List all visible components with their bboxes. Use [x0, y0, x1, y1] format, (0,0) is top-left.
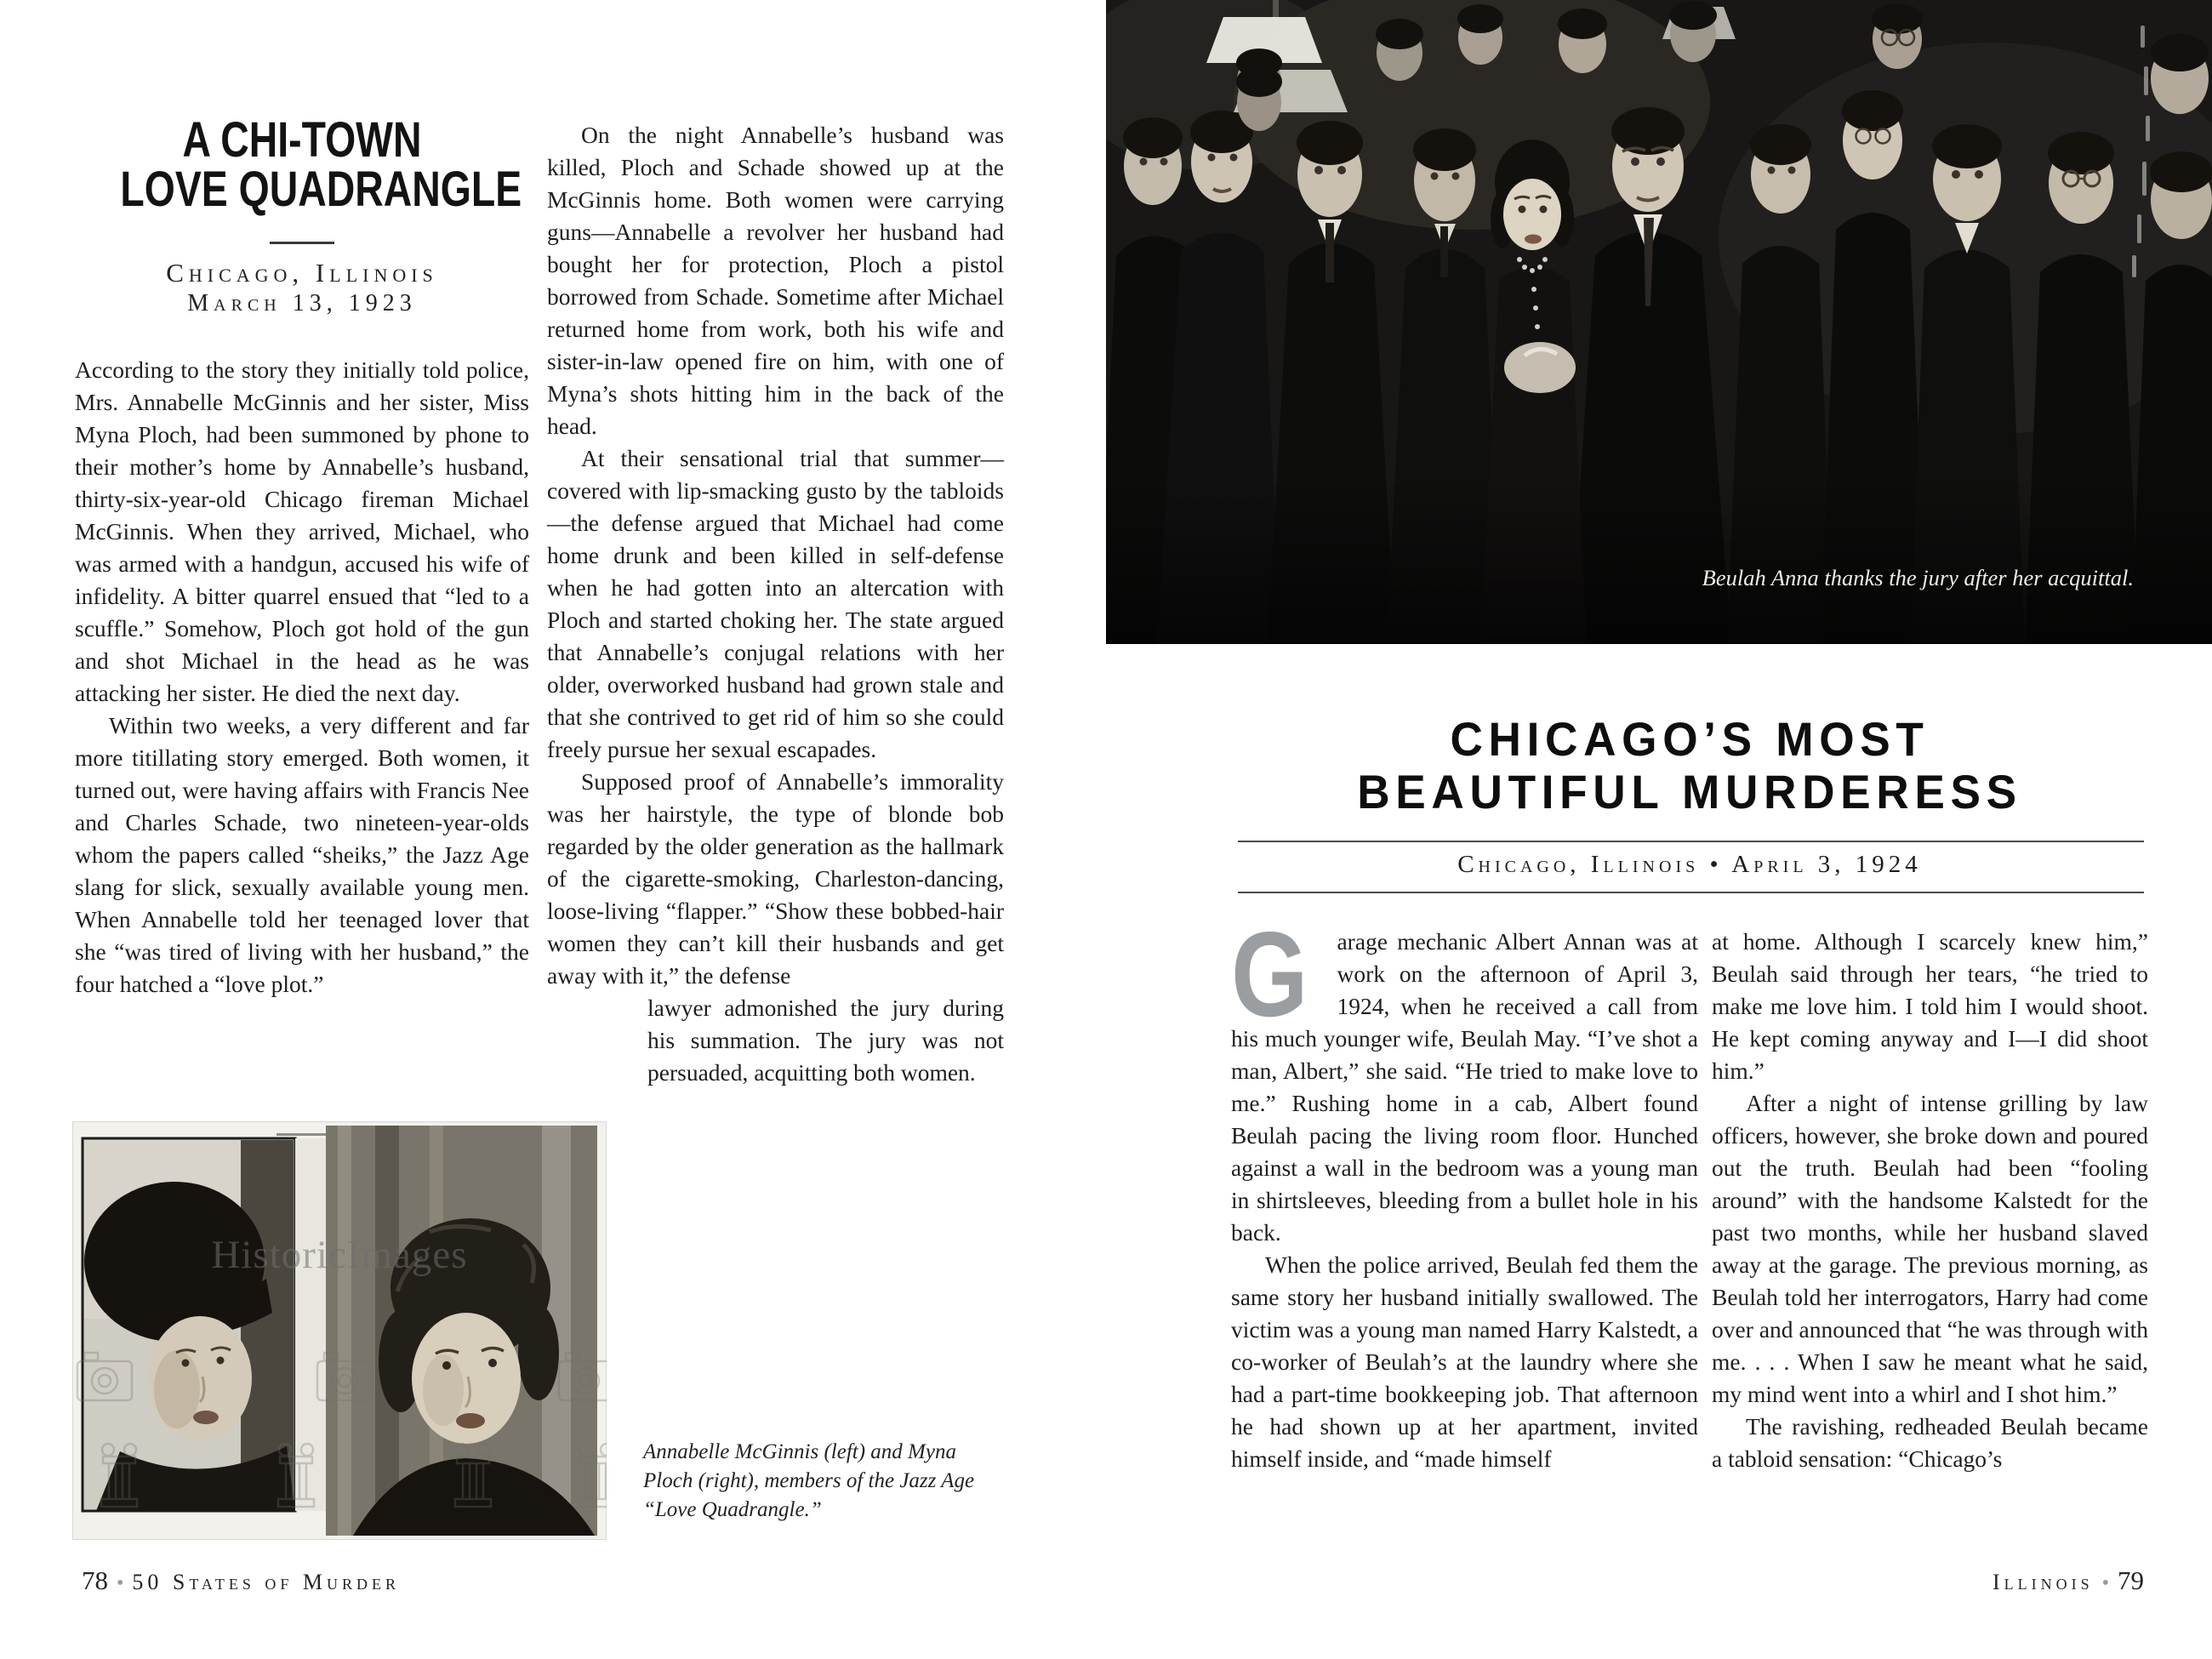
article-location: Chicago, Illinois: [166, 258, 438, 288]
footer-bullet: •: [2101, 1572, 2109, 1594]
mugshot-photo-illustration: [72, 1121, 607, 1540]
mugshot-photo: [72, 1121, 607, 1540]
mugshot-right-woman: [326, 1126, 597, 1536]
paragraph: After a night of intense grilling by law officers, however, she broke down and poured out the truth. Beulah had been “fooling around” with the handsome Kalstedt for the past two months, while her husband slaved away at the garage. The previous morning, as Beulah told her interrogators, Harry had come over and announced that “he was through with me. . . . When I saw he meant what he said, my mind went into a whirl and I shot him.”: [1712, 1090, 2148, 1407]
paragraph: On the night Annabelle’s husband was killed, Ploch and Schade showed up at the McGinnis home. Both women were carrying guns—Annabelle a revolver her husband had bought her for protection, Ploch a pistol borrowed from Schade. Sometime after Michael returned home from work, both his wife and sister-in-law opened fire on him, with one of Myna’s shots hitting him in the back of the head.: [547, 122, 1004, 439]
book-title: 50 States of Murder: [132, 1570, 401, 1594]
article-title-right: [1231, 713, 2148, 818]
page-number: 78: [82, 1565, 108, 1595]
right-page: [1106, 0, 2212, 1659]
paragraph: Within two weeks, a very different and far more titillating story emerged. Both women, it turned out, were having affairs with Francis Nee and Charles Schade, two nineteen-year-olds whom the papers called “sheiks,” the Jazz Age slang for slick, sexually available young men. When Annabelle told her teenaged lover that she “was tired of living with her husband,” the four hatched a “love plot.”: [75, 712, 529, 997]
right-running-footer: [1231, 1565, 2144, 1596]
article-title-line2: BEAUTIFUL MURDERESS: [1357, 765, 2022, 818]
article-date: March 13, 1923: [187, 290, 417, 316]
paragraph: According to the story they initially told police, Mrs. Annabelle McGinnis and her sister, Miss Myna Ploch, had been summoned by phone to their mother’s home by Annabelle’s husband, thirty-six-year-old Chicago fireman Michael McGinnis. When they arrived, Michael, who was armed with a handgun, accused his wife of infidelity. A bitter quarrel ensued that “led to a scuffle.” Somehow, Ploch got hold of the gun and shot Michael in the head as he was attacking her sister. He died the next day.: [75, 356, 529, 706]
page-number: 79: [2118, 1565, 2144, 1595]
article-title-line1: CHICAGO’S MOST: [1450, 712, 1930, 766]
courtroom-photo: [1106, 0, 2212, 644]
dropcap-letter: G: [1231, 907, 1308, 1042]
dateline-rule-top: [1238, 841, 2144, 842]
left-page-column-1: [75, 354, 529, 1001]
paragraph-wrapped-around-photo: lawyer admonished the jury during his summation. The jury was not persuaded, acquitting both women.: [647, 995, 1004, 1086]
paragraph: At their sensational trial that summer—covered with lip-smacking gusto by the tabloids—the defense argued that Michael had come home drunk and been killed in self-defense when he had gotten into an altercation with Ploch and started choking her. The state argued that Annabelle’s conjugal relations with her older, overworked husband had grown stale and that she contrived to get rid of him so she could freely pursue her sexual escapades.: [547, 445, 1004, 762]
article-title-left: [75, 112, 529, 217]
right-page-column-1: [1231, 907, 1698, 1475]
paragraph-with-dropcap: [1231, 907, 1698, 1249]
article-title-line1: A CHI-TOWN: [182, 112, 422, 168]
article-dateline: Chicago, Illinois • April 3, 1924: [1457, 851, 1922, 878]
article-title-line2: LOVE QUADRANGLE: [120, 162, 522, 217]
right-page-column-2: [1712, 926, 2148, 1475]
title-divider-rule: [270, 242, 334, 244]
photo-watermark: HistoricImages: [211, 1233, 468, 1277]
courtroom-photo-illustration: [1106, 0, 2212, 644]
left-running-footer: [82, 1565, 400, 1596]
mugshot-left-woman: [83, 1138, 295, 1511]
paragraph: When the police arrived, Beulah fed them the same story her husband initially swallowed. The victim was a young man named Harry Kalstedt, a co-worker of Beulah’s at the laundry where she had a part-time bookkeeping job. That afternoon he had shown up at her apartment, invited himself inside, and “made himself: [1231, 1251, 1698, 1472]
paragraph: Supposed proof of Annabelle’s immorality was her hairstyle, the type of blonde bob regarded by the older generation as the hallmark of the cigarette-smoking, Charleston-dancing, loose-living “flapper.” “Show these bobbed-hair women they can’t kill their husbands and get away with it,” the defense: [547, 768, 1004, 989]
photo-caption: Annabelle McGinnis (left) and Myna Ploch (right), members of the Jazz Age “Love Quadrangle.”: [643, 1440, 975, 1521]
chapter-label: Illinois: [1992, 1570, 2094, 1594]
photo-caption: Beulah Anna thanks the jury after her acquittal.: [1702, 565, 2134, 590]
left-page-column-2: [547, 119, 1004, 1089]
dateline-rule-bottom: [1238, 892, 2144, 893]
paragraph-text: arage mechanic Albert Annan was at work on the afternoon of April 3, 1924, when he received a call from his much younger wife, Beulah May. “I’ve shot a man, Albert,” she said. “He tried to make love to me.” Rushing home in a cab, Albert found Beulah pacing the living room floor. Hunched against a wall in the bedroom was a young man in shirtsleeves, bleeding from a bullet hole in his back.: [1231, 928, 1698, 1246]
paragraph: The ravishing, redheaded Beulah became a tabloid sensation: “Chicago’s: [1712, 1413, 2148, 1472]
paragraph: at home. Although I scarcely knew him,” Beulah said through her tears, “he tried to make me love him. I told him I would shoot. He kept coming anyway and I—I did shoot him.”: [1712, 928, 2148, 1084]
footer-bullet: •: [117, 1572, 124, 1594]
